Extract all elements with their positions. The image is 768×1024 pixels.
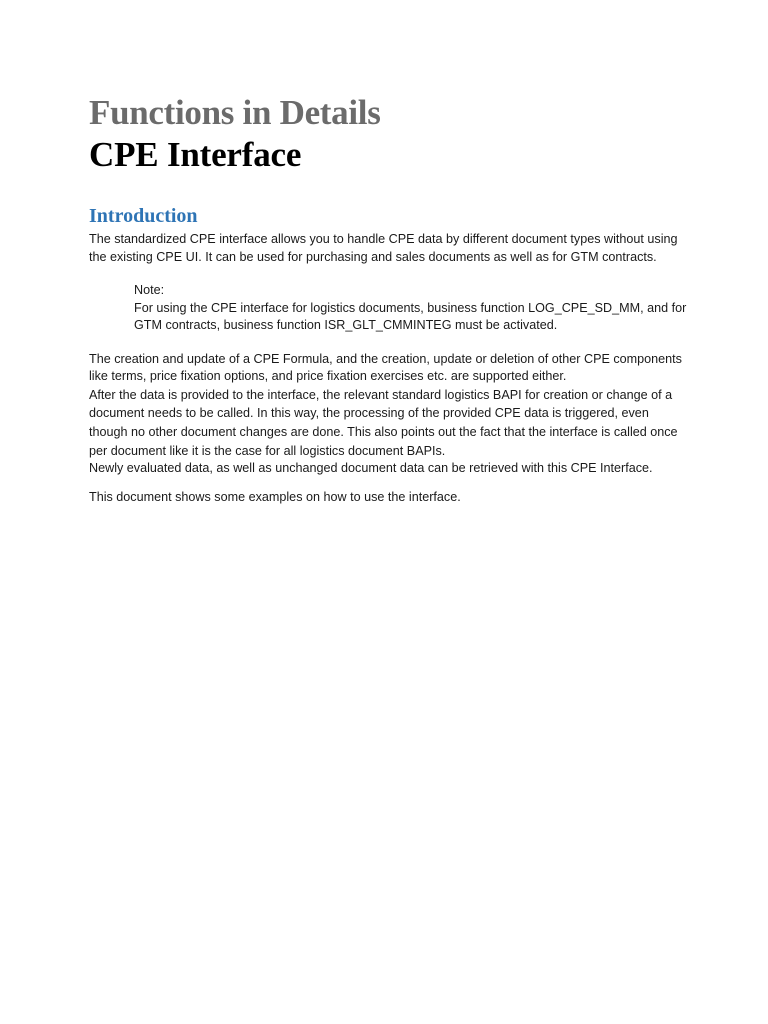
body-paragraph-3: Newly evaluated data, as well as unchanged document data can be retrieved with this CPE Interface. [89, 461, 653, 476]
intro-paragraph: The standardized CPE interface allows you to handle CPE data by different document types without using the existing CPE UI. It can be used for purchasing and sales documents as well as for GTM contracts. [89, 232, 678, 264]
document-subtitle: CPE Interface [89, 135, 302, 174]
body-paragraph-1: The creation and update of a CPE Formula, and the creation, update or deletion of other CPE components like terms, price fixation options, and price fixation exercises etc. are supported either. [89, 351, 682, 383]
body-block [89, 351, 689, 478]
section-heading-introduction: Introduction [89, 205, 198, 227]
note-label: Note: [134, 283, 165, 297]
document-page [89, 92, 689, 506]
body-paragraph-2: After the data is provided to the interface, the relevant standard logistics BAPI for creation or change of a document needs to be called. In this way, the processing of the provided CPE data is triggered, even though no other document changes are done. This also points out the fact that the interface is called once per document like it is the case for all logistics document BAPIs. [89, 387, 678, 458]
note-text: For using the CPE interface for logistics documents, business function LOG_CPE_SD_MM, and for GTM contracts, business function ISR_GLT_CMMINTEG must be activated. [134, 300, 687, 332]
closing-paragraph: This document shows some examples on how to use the interface. [89, 489, 461, 504]
document-title: Functions in Details [89, 93, 381, 132]
note-block [134, 282, 689, 335]
